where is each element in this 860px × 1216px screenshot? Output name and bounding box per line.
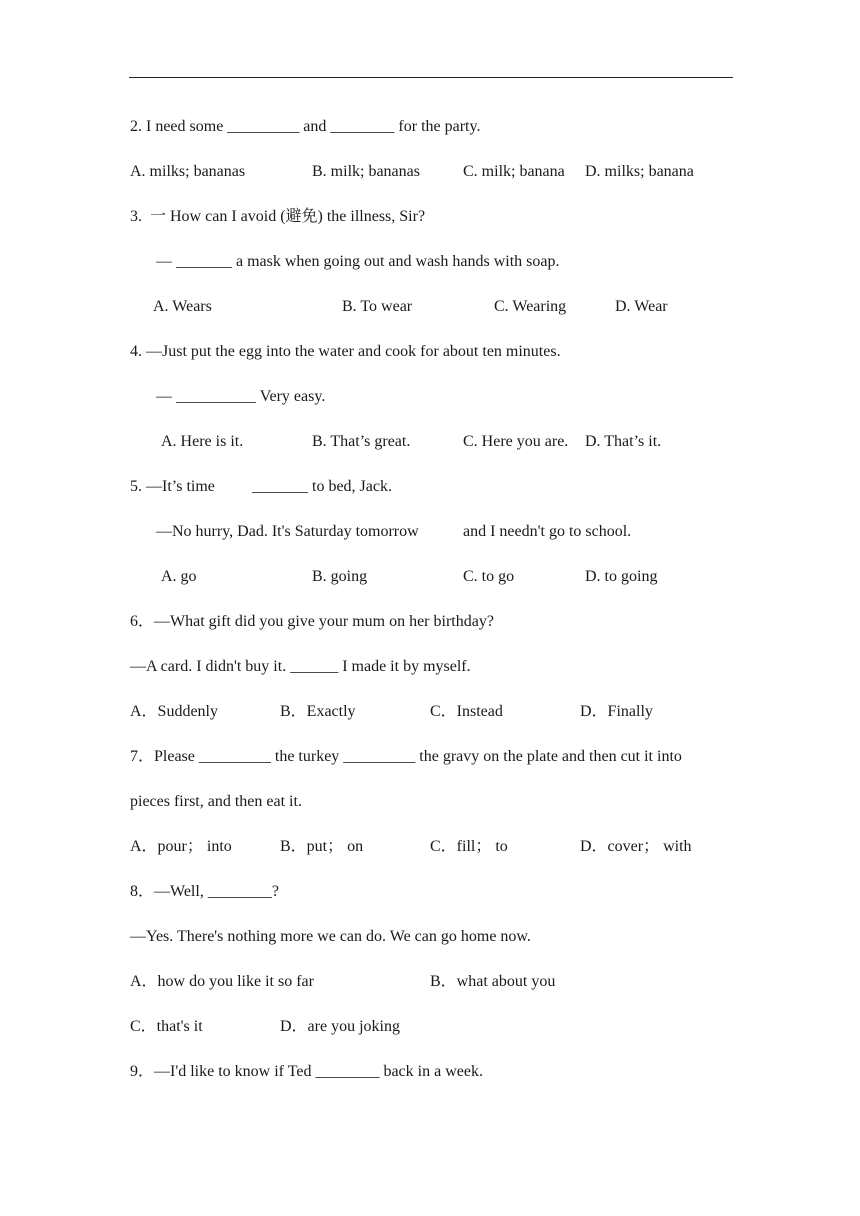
- q4-reply: — __________ Very easy.: [156, 388, 326, 405]
- q7-option-d: D．cover； with: [580, 838, 692, 855]
- q3-reply: — _______ a mask when going out and wash hands with soap.: [156, 253, 560, 270]
- q6-option-a: A．Suddenly: [130, 703, 219, 720]
- q4-option-b: B. That’s great.: [312, 433, 411, 450]
- q5-option-b: B. going: [312, 568, 368, 585]
- q5-option-a: A. go: [161, 568, 197, 585]
- q4-stem: 4. —Just put the egg into the water and cook for about ten minutes.: [130, 343, 561, 360]
- q4-option-a: A. Here is it.: [161, 433, 244, 450]
- q2-option-a: A. milks; bananas: [130, 163, 246, 180]
- q3-option-a: A. Wears: [153, 298, 212, 315]
- q2-option-b: B. milk; bananas: [312, 163, 420, 180]
- q8-stem: 8．—Well, ________?: [130, 883, 279, 900]
- q5-reply-part2: and I needn't go to school.: [463, 523, 632, 540]
- q3-option-d: D. Wear: [615, 298, 668, 315]
- q8-option-a: A．how do you like it so far: [130, 973, 314, 990]
- q7-option-b: B．put； on: [280, 838, 364, 855]
- header-rule: [129, 77, 733, 78]
- q8-option-b: B．what about you: [430, 973, 556, 990]
- q5-option-d: D. to going: [585, 568, 658, 585]
- q6-option-c: C．Instead: [430, 703, 503, 720]
- q7-stem-line2: pieces first, and then eat it.: [130, 793, 302, 810]
- q6-stem: 6．—What gift did you give your mum on her birthday?: [130, 613, 494, 630]
- q7-stem-line1: 7．Please _________ the turkey _________ the gravy on the plate and then cut it into: [130, 748, 682, 765]
- q9-stem: 9．—I'd like to know if Ted ________ back in a week.: [130, 1063, 483, 1080]
- q8-reply: —Yes. There's nothing more we can do. We can go home now.: [130, 928, 531, 945]
- q3-option-b: B. To wear: [342, 298, 413, 315]
- q6-option-b: B．Exactly: [280, 703, 356, 720]
- q7-option-a: A．pour； into: [130, 838, 232, 855]
- q6-option-d: D．Finally: [580, 703, 653, 720]
- q7-option-c: C．fill； to: [430, 838, 508, 855]
- q6-reply: —A card. I didn't buy it. ______ I made it by myself.: [130, 658, 471, 675]
- q5-stem-part1: 5. —It’s time: [130, 478, 215, 495]
- q5-reply-part1: —No hurry, Dad. It's Saturday tomorrow: [156, 523, 419, 540]
- q3-stem: 3. 一 How can I avoid (避免) the illness, Sir?: [130, 208, 426, 225]
- q4-option-d: D. That’s it.: [585, 433, 662, 450]
- q4-option-c: C. Here you are.: [463, 433, 569, 450]
- q2-option-c: C. milk; banana: [463, 163, 565, 180]
- q8-option-c: C．that's it: [130, 1018, 203, 1035]
- q8-option-d: D．are you joking: [280, 1018, 400, 1035]
- q2-stem: 2. I need some _________ and ________ for the party.: [130, 118, 481, 135]
- q5-option-c: C. to go: [463, 568, 515, 585]
- q5-stem-part2: _______ to bed, Jack.: [252, 478, 392, 495]
- q2-option-d: D. milks; banana: [585, 163, 694, 180]
- q3-option-c: C. Wearing: [494, 298, 567, 315]
